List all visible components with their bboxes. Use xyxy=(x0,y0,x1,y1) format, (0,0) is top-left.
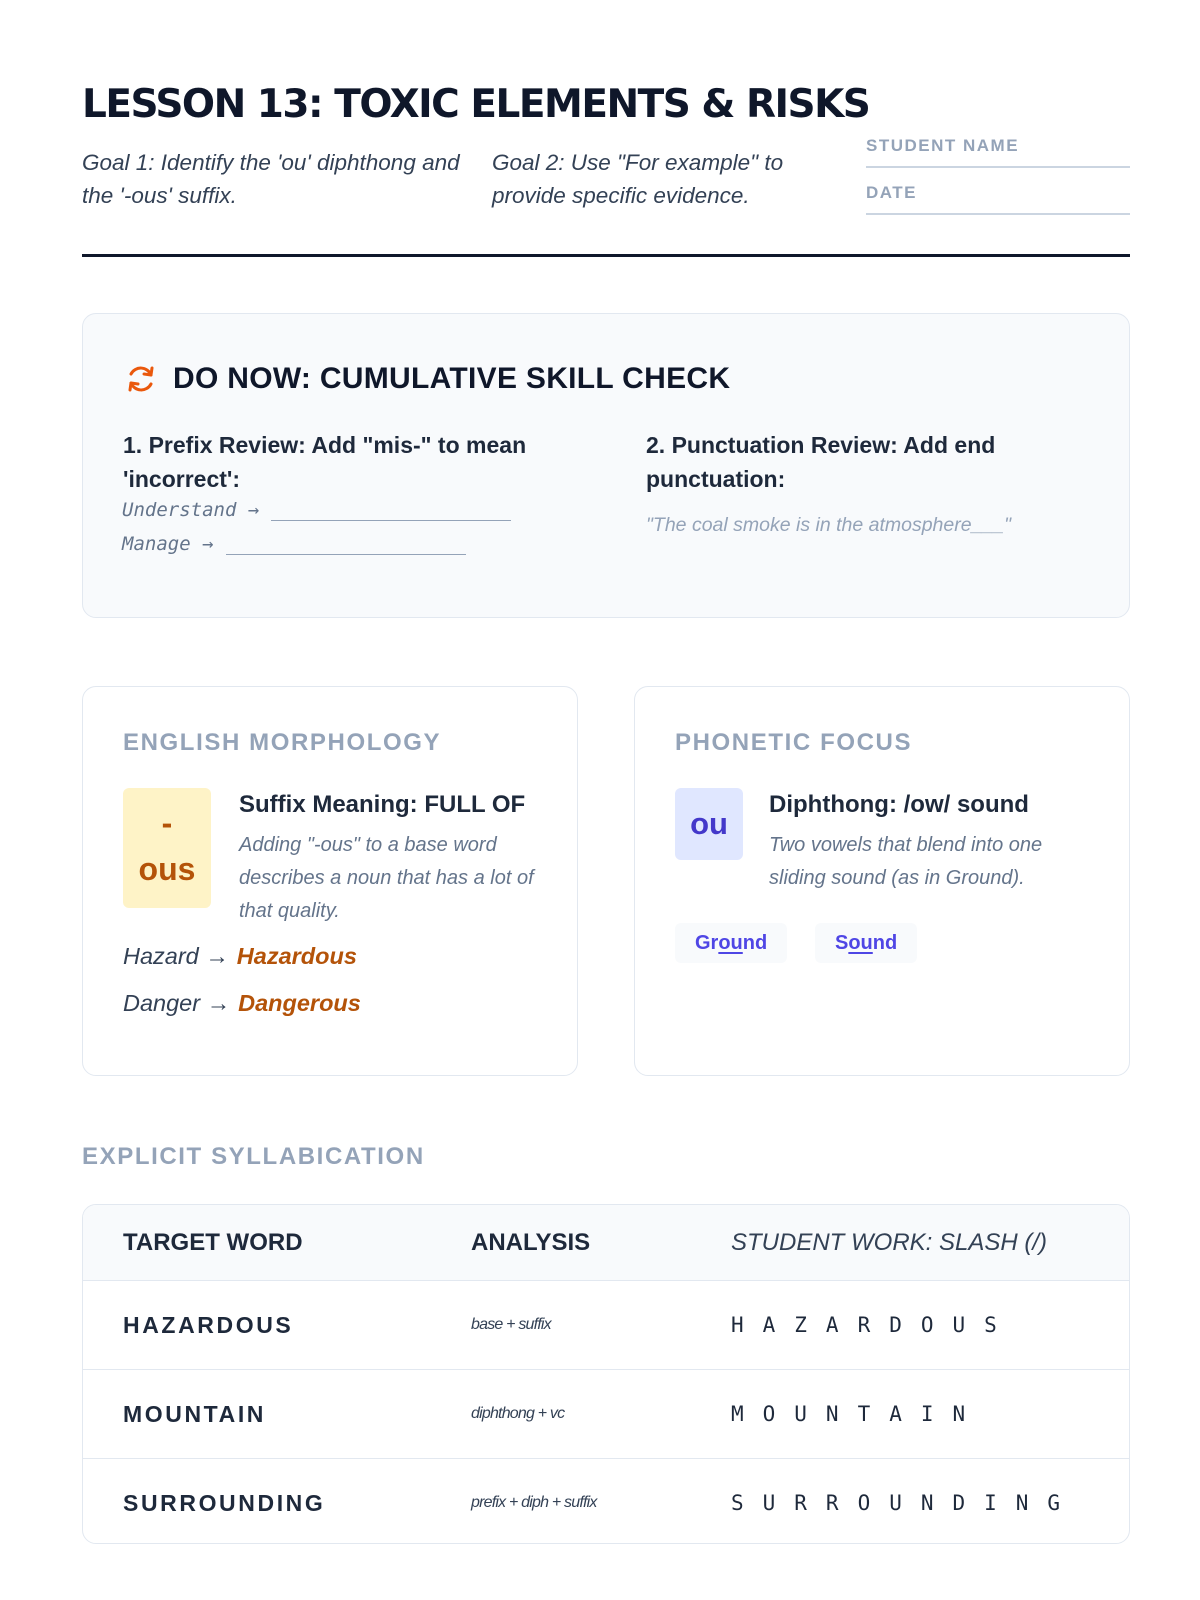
refresh-icon xyxy=(125,363,157,395)
question-1: 1. Prefix Review: Add "mis-" to mean 'incorrect': xyxy=(123,432,527,492)
answer-line-understand xyxy=(122,499,511,521)
student-name-field[interactable] xyxy=(866,120,1130,168)
goal-2: Goal 2: Use "For example" to provide specific evidence. xyxy=(492,150,784,208)
target-word: MOUNTAIN xyxy=(123,1401,267,1427)
phonetic-card xyxy=(634,686,1130,1076)
student-name-label: STUDENT NAME xyxy=(866,136,1020,155)
example-hazard xyxy=(123,943,357,970)
student-work-letters[interactable]: HAZARDOUS xyxy=(731,1313,1016,1337)
word-chip-ground xyxy=(675,923,787,963)
do-now-title: DO NOW: CUMULATIVE SKILL CHECK xyxy=(173,362,731,395)
answer-prompt: Understand → xyxy=(122,499,260,521)
student-work-letters[interactable]: MOUNTAIN xyxy=(731,1402,985,1426)
chip-diphthong: ou xyxy=(848,931,873,954)
suffix-tile-text: ous xyxy=(138,851,196,887)
answer-line-manage xyxy=(122,533,466,555)
suffix-tile xyxy=(123,788,211,908)
table-row xyxy=(83,1281,1129,1370)
table-row xyxy=(83,1370,1129,1459)
student-work-letters[interactable]: SURROUNDING xyxy=(731,1491,1080,1515)
header-student-work: STUDENT WORK: SLASH (/) xyxy=(731,1229,1048,1256)
target-word: HAZARDOUS xyxy=(123,1312,294,1338)
syllabication-table xyxy=(82,1204,1130,1544)
analysis: prefix + diph + suffix xyxy=(471,1494,597,1511)
answer-prompt: Manage → xyxy=(122,533,214,555)
morphology-card xyxy=(82,686,578,1076)
header-target-word: TARGET WORD xyxy=(123,1229,303,1256)
chip-part: nd xyxy=(742,931,768,954)
table-row xyxy=(83,1459,1129,1544)
morphology-label: ENGLISH MORPHOLOGY xyxy=(123,729,442,756)
example-danger xyxy=(123,990,361,1017)
answer-blank[interactable] xyxy=(271,502,511,521)
goal-1: Goal 1: Identify the 'ou' diphthong and the '-ous' suffix. xyxy=(82,150,460,208)
analysis: diphthong + vc xyxy=(471,1405,565,1422)
target-word: SURROUNDING xyxy=(123,1490,326,1516)
suffix-meaning-text: Adding "-ous" to a base word describes a noun that has a lot of that quality. xyxy=(239,834,534,922)
question-2: 2. Punctuation Review: Add end punctuation: xyxy=(646,432,996,492)
suffix-tile-dash: - xyxy=(161,805,173,841)
do-now-header xyxy=(125,362,730,396)
punctuation-quote: "The coal smoke is in the atmosphere___" xyxy=(646,514,1012,536)
diphthong-text: Two vowels that blend into one sliding sound (as in Ground). xyxy=(769,834,1043,889)
do-now-panel xyxy=(82,313,1130,618)
example-base: Danger → xyxy=(123,990,231,1016)
chip-part: S xyxy=(835,931,849,954)
suffix-meaning-title: Suffix Meaning: FULL OF xyxy=(239,791,526,818)
word-chip-sound xyxy=(815,923,917,963)
example-result: Hazardous xyxy=(236,943,357,969)
example-base: Hazard → xyxy=(123,943,229,969)
page-title: LESSON 13: TOXIC ELEMENTS & RISKS xyxy=(82,82,870,127)
diphthong-tile: ou xyxy=(675,788,743,860)
phonetic-label: PHONETIC FOCUS xyxy=(675,729,913,756)
chip-part: nd xyxy=(872,931,898,954)
chip-diphthong: ou xyxy=(718,931,743,954)
chip-part: Gr xyxy=(695,931,719,954)
table-header xyxy=(83,1205,1129,1281)
header-analysis: ANALYSIS xyxy=(471,1229,591,1256)
header-divider xyxy=(82,254,1130,257)
analysis: base + suffix xyxy=(471,1316,551,1333)
date-label: DATE xyxy=(866,183,918,202)
date-field[interactable] xyxy=(866,167,1130,215)
example-result: Dangerous xyxy=(238,990,361,1016)
syllabication-label: EXPLICIT SYLLABICATION xyxy=(82,1143,425,1170)
answer-blank[interactable] xyxy=(226,536,466,555)
diphthong-title: Diphthong: /ow/ sound xyxy=(769,791,1029,818)
